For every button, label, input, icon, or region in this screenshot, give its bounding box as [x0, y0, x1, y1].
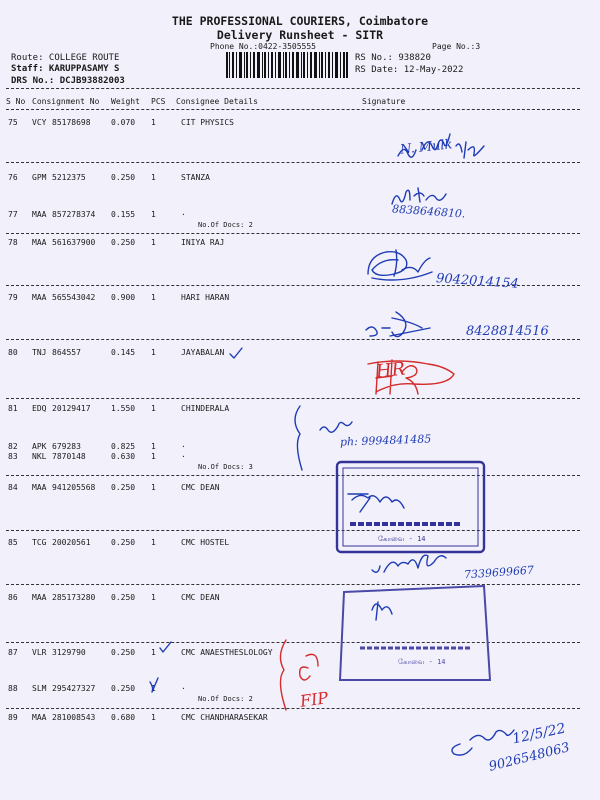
row-code: TNJ [32, 348, 47, 357]
column-divider [6, 109, 580, 110]
red-text-87: FIP [298, 688, 330, 711]
row-divider [6, 475, 580, 476]
row-weight: 0.155 [111, 210, 136, 219]
signature-78 [368, 250, 432, 280]
row-sno: 87 [8, 648, 18, 657]
row-divider [6, 339, 580, 340]
row-consignee: JAYABALAN [181, 348, 225, 357]
row-weight: 0.250 [111, 538, 136, 547]
row-weight: 0.630 [111, 452, 136, 461]
row-consignment-no: 285173280 [52, 593, 96, 602]
row-weight: 0.070 [111, 118, 136, 127]
row-code: NKL [32, 452, 47, 461]
row-consignment-no: 281008543 [52, 713, 96, 722]
row-code: TCG [32, 538, 47, 547]
docs-count: No.Of Docs: 2 [198, 695, 253, 703]
row-consignment-no: 864557 [52, 348, 81, 357]
col-consignee: Consignee Details [176, 97, 258, 106]
stamp-text-2: கோவை - 14 [398, 658, 446, 666]
signature-86 [372, 602, 392, 620]
handwritten-date-89: 12/5/22 [510, 720, 568, 748]
row-sno: 81 [8, 404, 18, 413]
signature-89 [452, 730, 514, 755]
route-label: Route: COLLEGE ROUTE [11, 53, 120, 63]
row-pcs: 1 [151, 593, 156, 602]
row-code: MAA [32, 238, 47, 247]
phone-number: Phone No.:0422-3505555 [210, 42, 316, 51]
row-divider [6, 642, 580, 643]
row-consignment-no: 20129417 [52, 404, 91, 413]
row-consignment-no: 561637900 [52, 238, 96, 247]
barcode [226, 52, 348, 78]
row-code: MAA [32, 593, 47, 602]
row-pcs: 1 [151, 713, 156, 722]
row-pcs: 1 [151, 442, 156, 451]
row-divider [6, 162, 580, 163]
row-consignee: CMC ANAESTHESLOLOGY [181, 648, 273, 657]
docs-count: No.Of Docs: 3 [198, 463, 253, 471]
row-consignment-no: 20020561 [52, 538, 91, 547]
row-sno: 88 [8, 684, 18, 693]
row-sno: 83 [8, 452, 18, 461]
barcode-graphic [226, 52, 348, 78]
row-weight: 0.250 [111, 684, 136, 693]
row-consignee: STANZA [181, 173, 210, 182]
signature-85 [372, 555, 446, 572]
row-pcs: 1 [151, 238, 156, 247]
row-code: GPM [32, 173, 47, 182]
row-weight: 1.550 [111, 404, 136, 413]
row-code: EDQ [32, 404, 47, 413]
row-pcs: 1 [151, 483, 156, 492]
row-code: MAA [32, 293, 47, 302]
row-weight: 0.680 [111, 713, 136, 722]
row-consignment-no: 565543042 [52, 293, 96, 302]
handwritten-phone-81: ph: 9994841485 [339, 432, 432, 449]
row-pcs: 1 [151, 648, 156, 657]
row-divider [6, 584, 580, 585]
row-consignment-no: 7870148 [52, 452, 86, 461]
row-consignee: INIYA RAJ [181, 238, 225, 247]
col-consignment: Consignment No [32, 97, 100, 106]
row-consignee: . [181, 440, 186, 449]
row-consignment-no: 295427327 [52, 684, 96, 693]
row-consignment-no: 857278374 [52, 210, 96, 219]
row-consignee: . [181, 450, 186, 459]
row-sno: 89 [8, 713, 18, 722]
handwritten-signature-75: N. Mulk [399, 137, 454, 158]
tick-mark-87 [160, 642, 171, 652]
rs-number: RS No.: 938820 [355, 53, 431, 63]
row-weight: 0.900 [111, 293, 136, 302]
row-weight: 0.250 [111, 238, 136, 247]
stamp-text-1: கோவை - 14 [378, 535, 426, 543]
row-divider [6, 233, 580, 234]
row-code: APK [32, 442, 47, 451]
row-code: MAA [32, 483, 47, 492]
row-consignment-no: 941205568 [52, 483, 96, 492]
row-consignee: CMC CHANDHARASEKAR [181, 713, 268, 722]
signature-76 [392, 188, 446, 204]
row-consignment-no: 85178698 [52, 118, 91, 127]
row-sno: 80 [8, 348, 18, 357]
row-weight: 0.250 [111, 483, 136, 492]
header-divider [6, 88, 580, 89]
row-divider [6, 398, 580, 399]
row-divider [6, 530, 580, 531]
row-weight: 0.250 [111, 593, 136, 602]
row-weight: 0.250 [111, 648, 136, 657]
row-consignee: CHINDERALA [181, 404, 230, 413]
row-pcs: 1 [151, 404, 156, 413]
row-consignee: HARI HARAN [181, 293, 230, 302]
company-title: THE PROFESSIONAL COURIERS, Coimbatore [171, 14, 429, 28]
drs-number: DRS No.: DCJB93882003 [11, 76, 125, 86]
row-pcs: 1 [151, 210, 156, 219]
col-pcs: PCS [151, 97, 166, 106]
row-consignee: . [181, 682, 186, 691]
row-sno: 79 [8, 293, 18, 302]
handwritten-phone-89: 9026548063 [487, 740, 572, 775]
runsheet-subtitle: Delivery Runsheet - SITR [216, 28, 384, 42]
col-signature: Signature [362, 97, 406, 106]
row-pcs: 1 [151, 118, 156, 127]
row-code: VLR [32, 648, 47, 657]
handwritten-phone-76: 8838646810. [391, 202, 466, 221]
row-sno: 77 [8, 210, 18, 219]
row-sno: 85 [8, 538, 18, 547]
row-code: VCY [32, 118, 47, 127]
page-number: Page No.:3 [432, 42, 481, 51]
handwritten-phone-78: 9042014154 [435, 271, 520, 292]
row-weight: 0.250 [111, 173, 136, 182]
row-consignee: CMC DEAN [181, 483, 220, 492]
row-consignment-no: 3129790 [52, 648, 86, 657]
row-sno: 82 [8, 442, 18, 451]
handwritten-phone-85: 7339699667 [463, 563, 535, 582]
row-pcs: 1 [151, 452, 156, 461]
signature-79 [366, 312, 430, 337]
row-sno: 78 [8, 238, 18, 247]
row-sno: 76 [8, 173, 18, 182]
rs-date: RS Date: 12-May-2022 [355, 65, 464, 75]
row-consignee: . [181, 208, 186, 217]
row-pcs: 1 [151, 173, 156, 182]
red-text-80: HR [374, 358, 407, 383]
col-sno: S No [6, 97, 26, 106]
docs-count: No.Of Docs: 2 [198, 221, 253, 229]
row-pcs: 1 [151, 348, 156, 357]
row-sno: 84 [8, 483, 18, 492]
row-weight: 0.825 [111, 442, 136, 451]
row-pcs: 1 [151, 538, 156, 547]
row-code: SLM [32, 684, 47, 693]
row-code: MAA [32, 210, 47, 219]
row-divider [6, 708, 580, 709]
row-pcs: 1 [151, 293, 156, 302]
row-consignment-no: 5212375 [52, 173, 86, 182]
row-code: MAA [32, 713, 47, 722]
row-weight: 0.145 [111, 348, 136, 357]
row-consignee: CMC HOSTEL [181, 538, 230, 547]
row-pcs: 1 [151, 684, 156, 693]
signature-84 [348, 494, 404, 512]
tick-mark-80 [230, 348, 242, 358]
row-consignment-no: 679283 [52, 442, 81, 451]
staff-label: Staff: KARUPPASAMY S [11, 64, 120, 74]
handwritten-phone-79: 8428814516 [466, 324, 549, 339]
row-consignee: CIT PHYSICS [181, 118, 234, 127]
row-sno: 75 [8, 118, 18, 127]
row-consignee: CMC DEAN [181, 593, 220, 602]
row-sno: 86 [8, 593, 18, 602]
col-weight: Weight [111, 97, 140, 106]
